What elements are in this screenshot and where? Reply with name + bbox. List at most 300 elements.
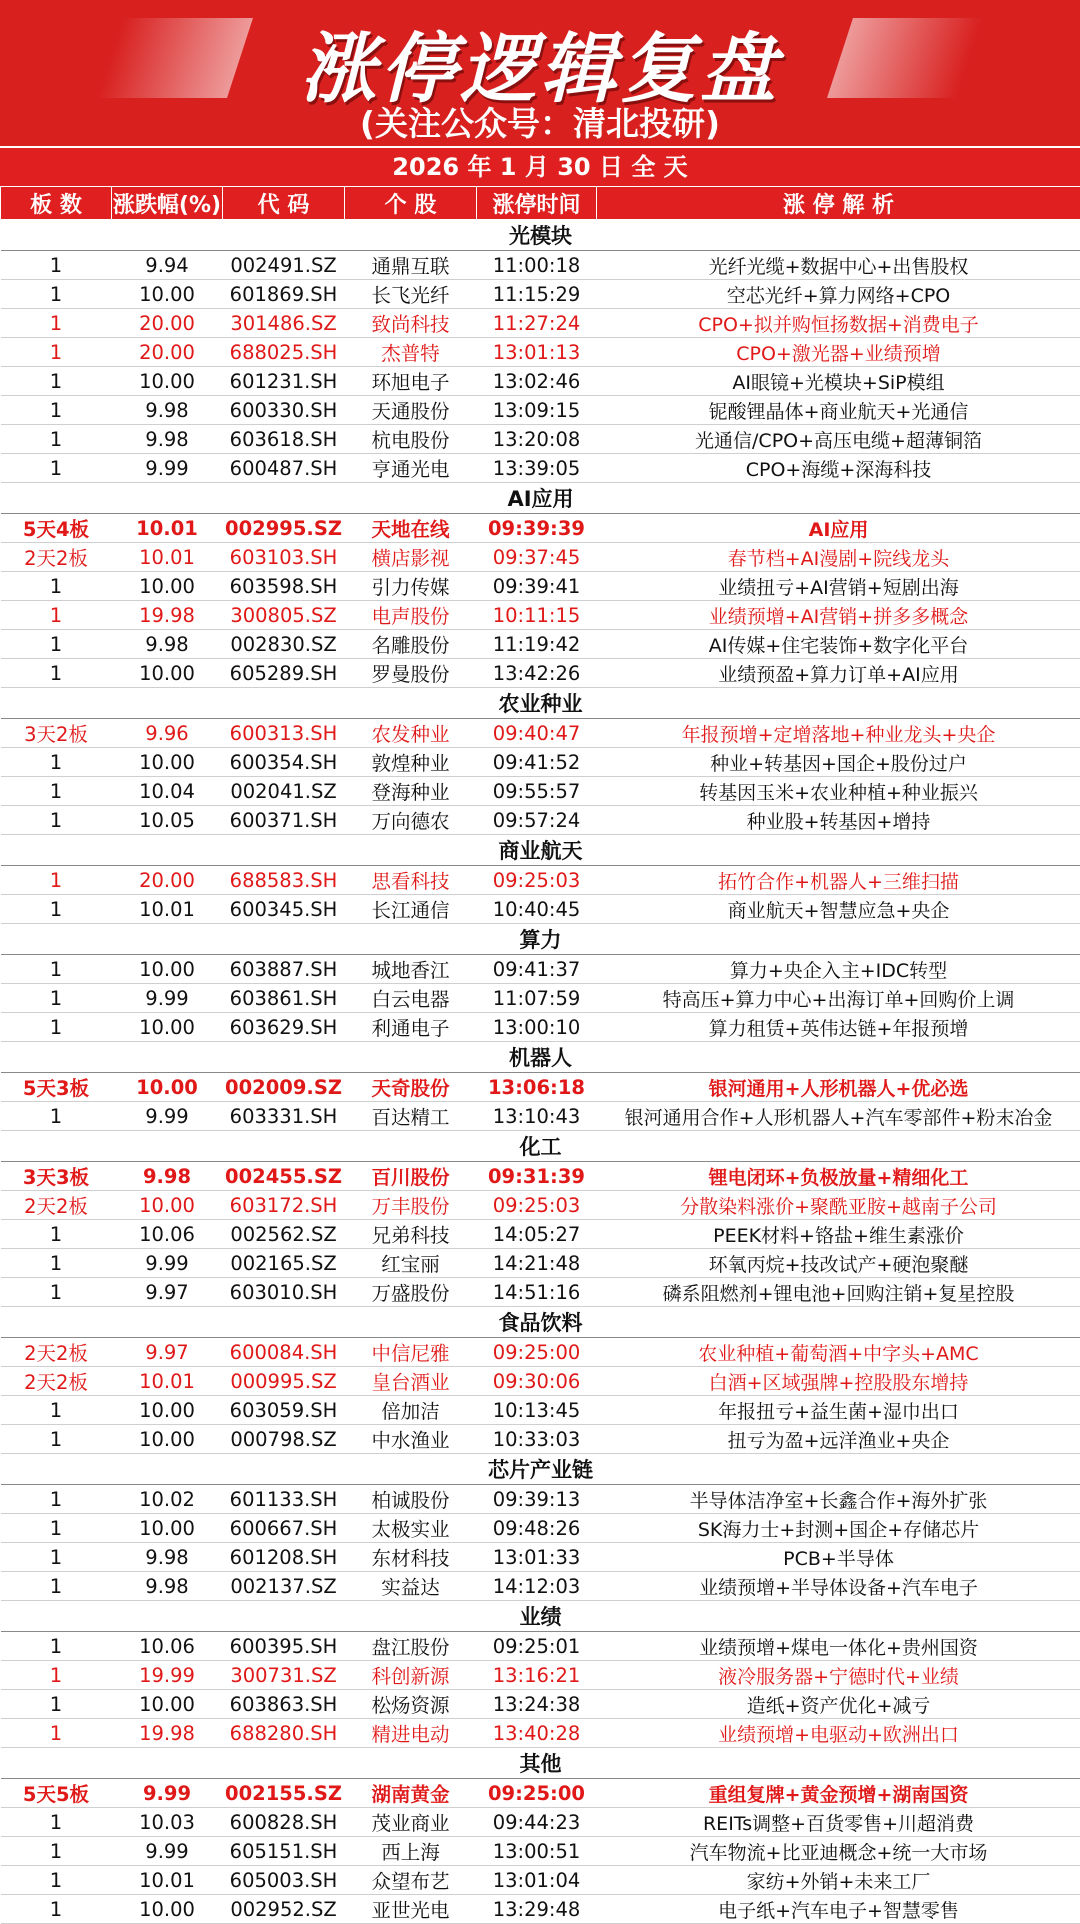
analysis-cell: 拓竹合作+机器人+三维扫描: [597, 866, 1080, 895]
change-cell: 10.06: [112, 1220, 223, 1249]
table-row: [1, 454, 1080, 483]
stock-cell: 通鼎互联: [345, 251, 477, 280]
table-row: [1, 1396, 1080, 1425]
stock-cell: 长江通信: [345, 895, 477, 924]
analysis-cell: 重组复牌+黄金预增+湖南国资: [597, 1779, 1080, 1808]
table-row: [1, 1013, 1080, 1042]
analysis-cell: CPO+拟并购恒扬数据+消费电子: [597, 309, 1080, 338]
time-cell: 14:12:03: [477, 1572, 597, 1601]
code-cell: 000995.SZ: [223, 1367, 345, 1396]
change-cell: 10.05: [112, 806, 223, 835]
code-cell: 002995.SZ: [223, 514, 345, 543]
boards-cell: 1: [1, 1719, 112, 1748]
analysis-cell: 光纤光缆+数据中心+出售股权: [597, 251, 1080, 280]
code-cell: 002491.SZ: [223, 251, 345, 280]
stock-cell: 中水渔业: [345, 1425, 477, 1454]
change-cell: 10.01: [112, 1866, 223, 1895]
code-cell: 603861.SH: [223, 984, 345, 1013]
code-cell: 002952.SZ: [223, 1895, 345, 1924]
time-cell: 09:40:47: [477, 719, 597, 748]
analysis-cell: 汽车物流+比亚迪概念+统一大市场: [597, 1837, 1080, 1866]
sector-header-row: [1, 1131, 1080, 1162]
sector-header-row: [1, 835, 1080, 866]
stock-cell: 万盛股份: [345, 1278, 477, 1307]
page-subtitle: (关注公众号：清北投研): [0, 98, 1080, 145]
change-cell: 10.00: [112, 748, 223, 777]
code-cell: 605151.SH: [223, 1837, 345, 1866]
code-cell: 002455.SZ: [223, 1162, 345, 1191]
boards-cell: 1: [1, 572, 112, 601]
time-cell: 13:01:13: [477, 338, 597, 367]
stock-cell: 长飞光纤: [345, 280, 477, 309]
table-row: [1, 748, 1080, 777]
code-cell: 603863.SH: [223, 1690, 345, 1719]
change-cell: 20.00: [112, 338, 223, 367]
change-cell: 9.94: [112, 251, 223, 280]
boards-cell: 1: [1, 1866, 112, 1895]
stock-cell: 兄弟科技: [345, 1220, 477, 1249]
analysis-cell: 银河通用合作+人形机器人+汽车零部件+粉末冶金: [597, 1102, 1080, 1131]
stock-cell: 杰普特: [345, 338, 477, 367]
table-row: [1, 806, 1080, 835]
table-row: [1, 1162, 1080, 1191]
column-header-stock: 个 股: [345, 187, 477, 220]
stock-cell: 东材科技: [345, 1543, 477, 1572]
analysis-cell: PEEK材料+铬盐+维生素涨价: [597, 1220, 1080, 1249]
table-row: [1, 1895, 1080, 1924]
change-cell: 20.00: [112, 866, 223, 895]
time-cell: 13:16:21: [477, 1661, 597, 1690]
code-cell: 002137.SZ: [223, 1572, 345, 1601]
table-row: [1, 251, 1080, 280]
code-cell: 600395.SH: [223, 1632, 345, 1661]
boards-cell: 1: [1, 1278, 112, 1307]
column-header-boards: 板 数: [1, 187, 112, 220]
table-row: [1, 1102, 1080, 1131]
code-cell: 300805.SZ: [223, 601, 345, 630]
time-cell: 14:05:27: [477, 1220, 597, 1249]
stock-cell: 万向德农: [345, 806, 477, 835]
boards-cell: 1: [1, 280, 112, 309]
boards-cell: 1: [1, 1543, 112, 1572]
analysis-cell: 空芯光纤+算力网络+CPO: [597, 280, 1080, 309]
analysis-cell: 种业股+转基因+增持: [597, 806, 1080, 835]
table-row: [1, 1632, 1080, 1661]
stock-cell: 科创新源: [345, 1661, 477, 1690]
code-cell: 603618.SH: [223, 425, 345, 454]
change-cell: 9.99: [112, 1249, 223, 1278]
code-cell: 002155.SZ: [223, 1779, 345, 1808]
table-row: [1, 1779, 1080, 1808]
code-cell: 603629.SH: [223, 1013, 345, 1042]
code-cell: 300731.SZ: [223, 1661, 345, 1690]
boards-cell: 1: [1, 1220, 112, 1249]
change-cell: 10.00: [112, 1514, 223, 1543]
sector-title: 芯片产业链: [1, 1454, 1080, 1485]
code-cell: 301486.SZ: [223, 309, 345, 338]
code-cell: 603331.SH: [223, 1102, 345, 1131]
boards-cell: 5天3板: [1, 1073, 112, 1102]
stock-cell: 亨通光电: [345, 454, 477, 483]
code-cell: 600487.SH: [223, 454, 345, 483]
analysis-cell: 光通信/CPO+高压电缆+超薄铜箔: [597, 425, 1080, 454]
stock-cell: 横店影视: [345, 543, 477, 572]
table-row: [1, 1837, 1080, 1866]
analysis-cell: 锂电闭环+负极放量+精细化工: [597, 1162, 1080, 1191]
analysis-cell: 银河通用+人形机器人+优必选: [597, 1073, 1080, 1102]
stock-cell: 名雕股份: [345, 630, 477, 659]
change-cell: 10.00: [112, 1191, 223, 1220]
change-cell: 10.00: [112, 1396, 223, 1425]
table-row: [1, 338, 1080, 367]
boards-cell: 1: [1, 425, 112, 454]
sector-title: AI应用: [1, 483, 1080, 514]
time-cell: 09:31:39: [477, 1162, 597, 1191]
analysis-cell: CPO+海缆+深海科技: [597, 454, 1080, 483]
sector-title: 化工: [1, 1131, 1080, 1162]
boards-cell: 1: [1, 1808, 112, 1837]
column-header-code: 代 码: [223, 187, 345, 220]
boards-cell: 1: [1, 1837, 112, 1866]
stock-cell: 盘江股份: [345, 1632, 477, 1661]
boards-cell: 5天5板: [1, 1779, 112, 1808]
code-cell: 688280.SH: [223, 1719, 345, 1748]
boards-cell: 1: [1, 748, 112, 777]
table-row: [1, 280, 1080, 309]
stock-cell: 利通电子: [345, 1013, 477, 1042]
table-row: [1, 1572, 1080, 1601]
change-cell: 9.98: [112, 1572, 223, 1601]
time-cell: 09:25:03: [477, 1191, 597, 1220]
table-row: [1, 1249, 1080, 1278]
stock-cell: 登海种业: [345, 777, 477, 806]
table-row: [1, 1661, 1080, 1690]
boards-cell: 2天2板: [1, 1338, 112, 1367]
time-cell: 09:25:00: [477, 1779, 597, 1808]
boards-cell: 1: [1, 1514, 112, 1543]
change-cell: 9.99: [112, 454, 223, 483]
boards-cell: 1: [1, 984, 112, 1013]
stock-cell: 引力传媒: [345, 572, 477, 601]
analysis-cell: 业绩预增+AI营销+拼多多概念: [597, 601, 1080, 630]
code-cell: 002830.SZ: [223, 630, 345, 659]
time-cell: 13:40:28: [477, 1719, 597, 1748]
change-cell: 10.02: [112, 1485, 223, 1514]
stock-cell: 敦煌种业: [345, 748, 477, 777]
boards-cell: 5天4板: [1, 514, 112, 543]
boards-cell: 1: [1, 1632, 112, 1661]
table-row: [1, 777, 1080, 806]
boards-cell: 1: [1, 367, 112, 396]
table-row: [1, 572, 1080, 601]
table-row: [1, 1485, 1080, 1514]
code-cell: 603059.SH: [223, 1396, 345, 1425]
code-cell: 603172.SH: [223, 1191, 345, 1220]
time-cell: 09:25:00: [477, 1338, 597, 1367]
time-cell: 13:20:08: [477, 425, 597, 454]
table-row: [1, 895, 1080, 924]
header-banner: [0, 0, 1080, 146]
table-row: [1, 984, 1080, 1013]
boards-cell: 1: [1, 630, 112, 659]
column-header-time: 涨停时间: [477, 187, 597, 220]
change-cell: 9.99: [112, 1837, 223, 1866]
code-cell: 605289.SH: [223, 659, 345, 688]
code-cell: 000798.SZ: [223, 1425, 345, 1454]
stock-cell: 城地香江: [345, 955, 477, 984]
stock-cell: 思看科技: [345, 866, 477, 895]
stock-cell: 天通股份: [345, 396, 477, 425]
sector-header-row: [1, 688, 1080, 719]
code-cell: 600667.SH: [223, 1514, 345, 1543]
analysis-cell: 转基因玉米+农业种植+种业振兴: [597, 777, 1080, 806]
change-cell: 9.98: [112, 1162, 223, 1191]
stock-cell: 西上海: [345, 1837, 477, 1866]
stock-cell: 百达精工: [345, 1102, 477, 1131]
table-row: [1, 866, 1080, 895]
change-cell: 10.00: [112, 367, 223, 396]
change-cell: 10.00: [112, 659, 223, 688]
analysis-cell: 算力租赁+英伟达链+年报预增: [597, 1013, 1080, 1042]
table-row: [1, 1278, 1080, 1307]
boards-cell: 1: [1, 1690, 112, 1719]
analysis-cell: 特高压+算力中心+出海订单+回购价上调: [597, 984, 1080, 1013]
boards-cell: 3天3板: [1, 1162, 112, 1191]
analysis-cell: 家纺+外销+未来工厂: [597, 1866, 1080, 1895]
boards-cell: 1: [1, 1485, 112, 1514]
change-cell: 9.99: [112, 1779, 223, 1808]
table-row: [1, 1367, 1080, 1396]
sector-header-row: [1, 1307, 1080, 1338]
time-cell: 09:39:39: [477, 514, 597, 543]
stock-cell: 实益达: [345, 1572, 477, 1601]
analysis-cell: 业绩扭亏+AI营销+短剧出海: [597, 572, 1080, 601]
code-cell: 600371.SH: [223, 806, 345, 835]
boards-cell: 1: [1, 1661, 112, 1690]
analysis-cell: CPO+激光器+业绩预增: [597, 338, 1080, 367]
table-row: [1, 719, 1080, 748]
sector-title: 其他: [1, 1748, 1080, 1779]
boards-cell: 1: [1, 895, 112, 924]
boards-cell: 2天2板: [1, 1367, 112, 1396]
boards-cell: 1: [1, 1572, 112, 1601]
table-row: [1, 1719, 1080, 1748]
time-cell: 09:30:06: [477, 1367, 597, 1396]
sector-title: 业绩: [1, 1601, 1080, 1632]
time-cell: 11:15:29: [477, 280, 597, 309]
time-cell: 13:00:51: [477, 1837, 597, 1866]
analysis-cell: 农业种植+葡萄酒+中字头+AMC: [597, 1338, 1080, 1367]
stock-cell: 万丰股份: [345, 1191, 477, 1220]
boards-cell: 1: [1, 806, 112, 835]
code-cell: 600345.SH: [223, 895, 345, 924]
stock-cell: 致尚科技: [345, 309, 477, 338]
code-cell: 601208.SH: [223, 1543, 345, 1572]
table-row: [1, 1543, 1080, 1572]
analysis-cell: 铌酸锂晶体+商业航天+光通信: [597, 396, 1080, 425]
time-cell: 13:10:43: [477, 1102, 597, 1131]
change-cell: 10.01: [112, 543, 223, 572]
boards-cell: 1: [1, 1249, 112, 1278]
code-cell: 600354.SH: [223, 748, 345, 777]
time-cell: 13:29:48: [477, 1895, 597, 1924]
table-row: [1, 425, 1080, 454]
analysis-cell: 业绩预增+电驱动+欧洲出口: [597, 1719, 1080, 1748]
code-cell: 600313.SH: [223, 719, 345, 748]
table-row: [1, 396, 1080, 425]
code-cell: 603103.SH: [223, 543, 345, 572]
analysis-cell: REITs调整+百货零售+川超消费: [597, 1808, 1080, 1837]
analysis-cell: 半导体洁净室+长鑫合作+海外扩张: [597, 1485, 1080, 1514]
boards-cell: 1: [1, 1013, 112, 1042]
change-cell: 19.98: [112, 1719, 223, 1748]
table-row: [1, 1425, 1080, 1454]
time-cell: 09:41:37: [477, 955, 597, 984]
change-cell: 9.98: [112, 396, 223, 425]
boards-cell: 1: [1, 454, 112, 483]
stock-cell: 柏诚股份: [345, 1485, 477, 1514]
change-cell: 10.01: [112, 895, 223, 924]
change-cell: 19.99: [112, 1661, 223, 1690]
sector-title: 机器人: [1, 1042, 1080, 1073]
sector-header-row: [1, 483, 1080, 514]
stock-cell: 精进电动: [345, 1719, 477, 1748]
stock-cell: 众望布艺: [345, 1866, 477, 1895]
code-cell: 603010.SH: [223, 1278, 345, 1307]
change-cell: 9.98: [112, 1543, 223, 1572]
time-cell: 09:25:01: [477, 1632, 597, 1661]
boards-cell: 1: [1, 396, 112, 425]
table-row: [1, 1808, 1080, 1837]
change-cell: 19.98: [112, 601, 223, 630]
time-cell: 09:44:23: [477, 1808, 597, 1837]
analysis-cell: 磷系阻燃剂+锂电池+回购注销+复星控股: [597, 1278, 1080, 1307]
time-cell: 11:07:59: [477, 984, 597, 1013]
sector-title: 食品饮料: [1, 1307, 1080, 1338]
time-cell: 13:06:18: [477, 1073, 597, 1102]
analysis-cell: PCB+半导体: [597, 1543, 1080, 1572]
analysis-cell: 白酒+区域强牌+控股股东增持: [597, 1367, 1080, 1396]
boards-cell: 1: [1, 659, 112, 688]
analysis-cell: AI传媒+住宅装饰+数字化平台: [597, 630, 1080, 659]
code-cell: 002041.SZ: [223, 777, 345, 806]
time-cell: 10:33:03: [477, 1425, 597, 1454]
analysis-cell: 业绩预增+半导体设备+汽车电子: [597, 1572, 1080, 1601]
stock-cell: 茂业商业: [345, 1808, 477, 1837]
analysis-cell: 造纸+资产优化+减亏: [597, 1690, 1080, 1719]
time-cell: 13:24:38: [477, 1690, 597, 1719]
boards-cell: 1: [1, 1895, 112, 1924]
boards-cell: 1: [1, 309, 112, 338]
boards-cell: 1: [1, 1396, 112, 1425]
change-cell: 10.06: [112, 1632, 223, 1661]
time-cell: 09:57:24: [477, 806, 597, 835]
code-cell: 600828.SH: [223, 1808, 345, 1837]
stock-cell: 天地在线: [345, 514, 477, 543]
time-cell: 13:42:26: [477, 659, 597, 688]
sector-title: 农业种业: [1, 688, 1080, 719]
analysis-cell: 分散染料涨价+聚酰亚胺+越南子公司: [597, 1191, 1080, 1220]
date-bar: 2026 年 1 月 30 日 全 天: [0, 146, 1080, 186]
time-cell: 11:19:42: [477, 630, 597, 659]
time-cell: 09:25:03: [477, 866, 597, 895]
time-cell: 13:00:10: [477, 1013, 597, 1042]
table-row: [1, 601, 1080, 630]
sector-title: 光模块: [1, 220, 1080, 251]
time-cell: 13:02:46: [477, 367, 597, 396]
code-cell: 601231.SH: [223, 367, 345, 396]
change-cell: 10.00: [112, 955, 223, 984]
sector-header-row: [1, 220, 1080, 251]
stock-cell: 皇台酒业: [345, 1367, 477, 1396]
time-cell: 13:01:04: [477, 1866, 597, 1895]
code-cell: 002165.SZ: [223, 1249, 345, 1278]
stock-cell: 红宝丽: [345, 1249, 477, 1278]
code-cell: 688025.SH: [223, 338, 345, 367]
analysis-cell: 业绩预盈+算力订单+AI应用: [597, 659, 1080, 688]
table-row: [1, 367, 1080, 396]
code-cell: 002009.SZ: [223, 1073, 345, 1102]
boards-cell: 1: [1, 955, 112, 984]
time-cell: 13:39:05: [477, 454, 597, 483]
analysis-cell: 种业+转基因+国企+股份过户: [597, 748, 1080, 777]
table-row: [1, 543, 1080, 572]
time-cell: 09:39:41: [477, 572, 597, 601]
analysis-cell: 环氧丙烷+技改试产+硬泡聚醚: [597, 1249, 1080, 1278]
stock-cell: 倍加洁: [345, 1396, 477, 1425]
column-header-analysis: 涨 停 解 析: [597, 187, 1080, 220]
change-cell: 10.00: [112, 280, 223, 309]
stock-cell: 天奇股份: [345, 1073, 477, 1102]
table-row: [1, 1073, 1080, 1102]
code-cell: 600084.SH: [223, 1338, 345, 1367]
sector-title: 商业航天: [1, 835, 1080, 866]
sector-header-row: [1, 1748, 1080, 1779]
time-cell: 10:40:45: [477, 895, 597, 924]
change-cell: 10.00: [112, 1073, 223, 1102]
stock-cell: 湖南黄金: [345, 1779, 477, 1808]
table-row: [1, 1338, 1080, 1367]
stock-cell: 环旭电子: [345, 367, 477, 396]
time-cell: 09:55:57: [477, 777, 597, 806]
analysis-cell: 商业航天+智慧应急+央企: [597, 895, 1080, 924]
boards-cell: 1: [1, 1102, 112, 1131]
code-cell: 601869.SH: [223, 280, 345, 309]
analysis-cell: AI应用: [597, 514, 1080, 543]
code-cell: 601133.SH: [223, 1485, 345, 1514]
analysis-cell: 年报扭亏+益生菌+湿巾出口: [597, 1396, 1080, 1425]
time-cell: 14:51:16: [477, 1278, 597, 1307]
sector-title: 算力: [1, 924, 1080, 955]
analysis-cell: SK海力士+封测+国企+存储芯片: [597, 1514, 1080, 1543]
stock-cell: 百川股份: [345, 1162, 477, 1191]
table-row: [1, 659, 1080, 688]
change-cell: 10.00: [112, 572, 223, 601]
time-cell: 11:00:18: [477, 251, 597, 280]
table-row: [1, 309, 1080, 338]
table-row: [1, 1220, 1080, 1249]
table-row: [1, 955, 1080, 984]
stock-cell: 白云电器: [345, 984, 477, 1013]
analysis-cell: 算力+央企入主+IDC转型: [597, 955, 1080, 984]
analysis-cell: AI眼镜+光模块+SiP模组: [597, 367, 1080, 396]
code-cell: 600330.SH: [223, 396, 345, 425]
analysis-cell: 扭亏为盈+远洋渔业+央企: [597, 1425, 1080, 1454]
boards-cell: 3天2板: [1, 719, 112, 748]
time-cell: 10:13:45: [477, 1396, 597, 1425]
stock-cell: 中信尼雅: [345, 1338, 477, 1367]
time-cell: 13:09:15: [477, 396, 597, 425]
